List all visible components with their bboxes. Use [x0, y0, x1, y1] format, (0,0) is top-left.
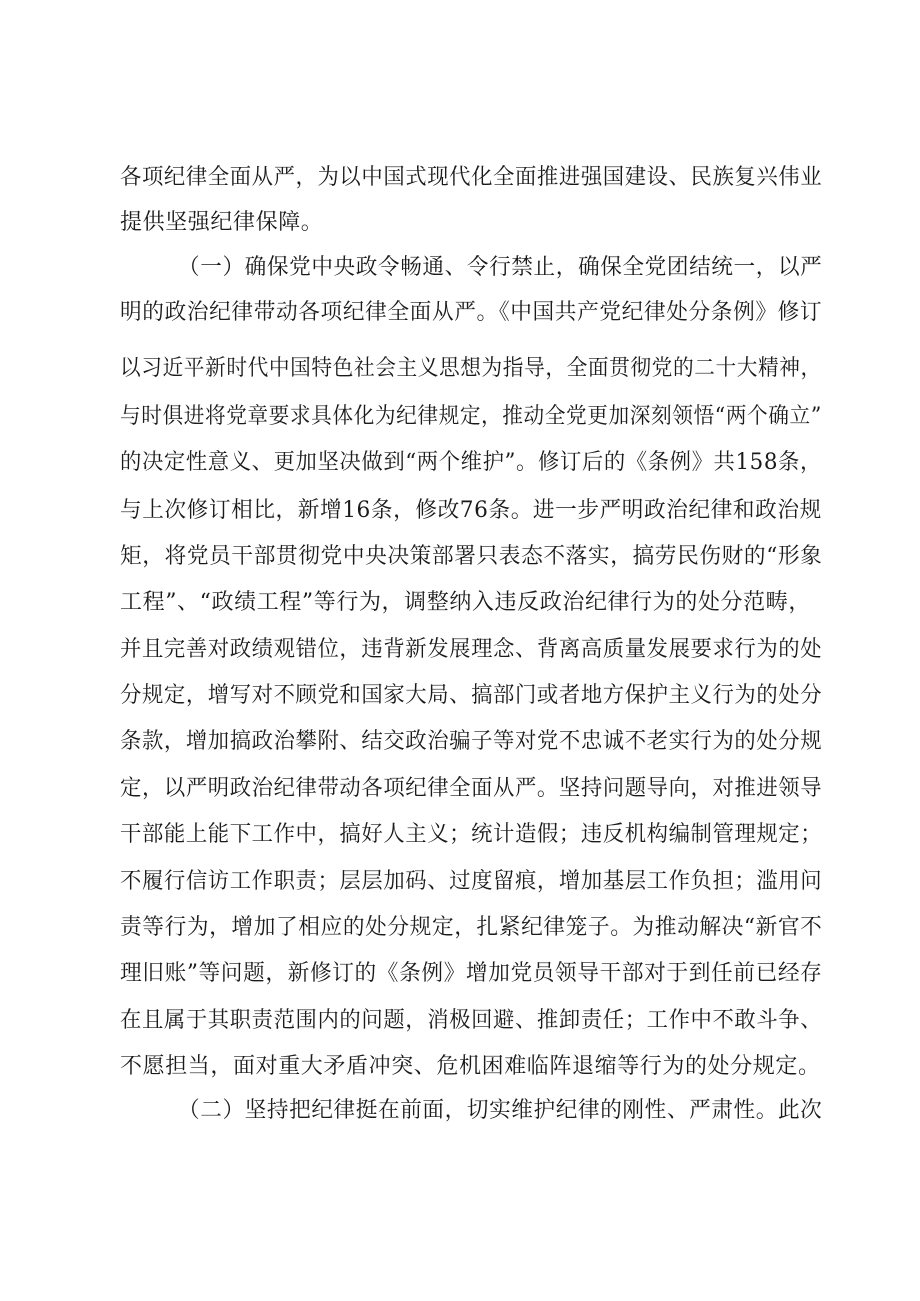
text-line: 定，以严明政治纪律带动各项纪律全面从严。坚持问题导向，对推进领导 [120, 776, 823, 801]
text-line: 明的政治纪律带动各项纪律全面从严。《中国共产党纪律处分条例》修订 [120, 300, 823, 325]
text-line: 以习近平新时代中国特色社会主义思想为指导，全面贯彻党的二十大精神， [120, 356, 822, 381]
text-line: 理旧账”等问题，新修订的《条例》增加党员领导干部对于到任前已经存 [120, 961, 823, 986]
text-line: 与上次修订相比，新增16条，修改76条。进一步严明政治纪律和政治规 [120, 498, 822, 523]
text-line: 工程”、“政绩工程”等行为，调整纳入违反政治纪律行为的处分范畴， [120, 590, 811, 615]
text-line: 条款，增加搞政治攀附、结交政治骗子等对党不忠诚不老实行为的处分规 [120, 729, 823, 754]
text-line: 与时俱进将党章要求具体化为纪律规定，推动全党更加深刻领悟“两个确立” [120, 404, 822, 429]
text-line: 不履行信访工作职责；层层加码、过度留痕，增加基层工作负担；滥用问 [120, 869, 823, 894]
text-line: 干部能上能下工作中，搞好人主义；统计造假；违反机构编制管理规定； [120, 822, 823, 847]
text-line: 不愿担当，面对重大矛盾冲突、危机困难临阵退缩等行为的处分规定。 [120, 1054, 821, 1079]
text-line: 在且属于其职责范围内的问题，消极回避、推卸责任；工作中不敢斗争、 [120, 1008, 823, 1033]
text-line: 并且完善对政绩观错位，违背新发展理念、背离高质量发展要求行为的处 [120, 637, 823, 662]
text-line: 提供坚强纪律保障。 [120, 210, 324, 235]
paragraph-heading-2: （二）坚持把纪律挺在前面，切实维护纪律的刚性、严肃性。此次 [178, 1098, 823, 1123]
text-line: 分规定，增写对不顾党和国家大局、搞部门或者地方保护主义行为的处分 [120, 683, 823, 708]
paragraph-heading-1: （一）确保党中央政令畅通、令行禁止，确保全党团结统一，以严 [178, 255, 823, 280]
text-line: 的决定性意义、更加坚决做到“两个维护”。修订后的《条例》共158条， [120, 450, 822, 475]
text-line: 责等行为，增加了相应的处分规定，扎紧纪律笼子。为推动解决“新官不 [120, 915, 823, 940]
text-line: 各项纪律全面从严，为以中国式现代化全面推进强国建设、民族复兴伟业 [120, 165, 823, 190]
text-line: 矩，将党员干部贯彻党中央决策部署只表态不落实，搞劳民伤财的“形象 [120, 544, 823, 569]
